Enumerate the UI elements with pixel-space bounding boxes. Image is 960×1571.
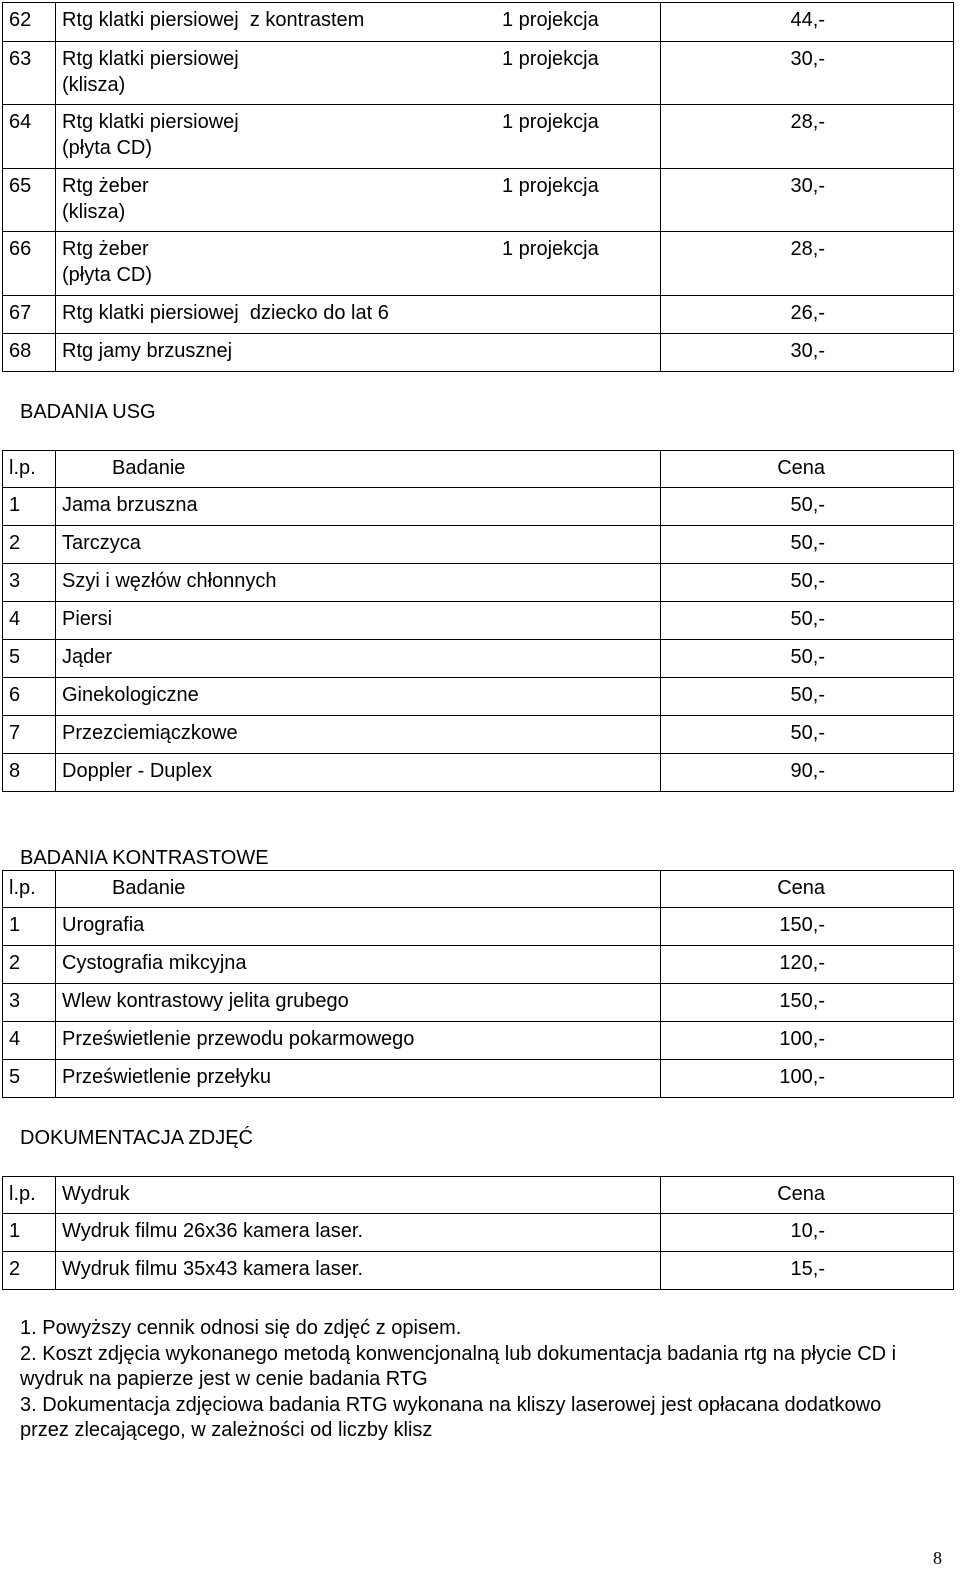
row-projection: 1 projekcja — [502, 111, 599, 133]
notes — [20, 1316, 920, 1444]
row-price: 50,- — [790, 722, 825, 744]
header-price: Cena — [777, 1183, 825, 1205]
header-lp: l.p. — [3, 1177, 56, 1213]
row-price: 100,- — [779, 1028, 825, 1050]
row-projection: 1 projekcja — [502, 48, 599, 70]
table-row — [2, 984, 954, 1022]
row-price: 50,- — [790, 608, 825, 630]
row-price: 28,- — [790, 111, 825, 133]
table-row — [2, 946, 954, 984]
table-row — [2, 716, 954, 754]
row-lp: 1 — [3, 908, 56, 945]
row-lp: 4 — [3, 602, 56, 639]
table-row — [2, 602, 954, 640]
row-price-cell — [661, 640, 953, 677]
table-row — [2, 1252, 954, 1290]
row-lp: 68 — [3, 334, 56, 371]
row-lp: 65 — [3, 169, 56, 231]
header-name: Badanie — [56, 871, 661, 907]
row-lp: 1 — [3, 1214, 56, 1251]
row-price: 50,- — [790, 646, 825, 668]
row-name — [56, 3, 661, 41]
row-price-cell — [661, 3, 953, 41]
row-lp: 2 — [3, 1252, 56, 1289]
table-row — [2, 334, 954, 372]
row-name: Wlew kontrastowy jelita grubego — [56, 984, 661, 1021]
table-row — [2, 678, 954, 716]
row-price-cell — [661, 334, 953, 371]
header-lp: l.p. — [3, 871, 56, 907]
table-row — [2, 1022, 954, 1060]
row-price-cell — [661, 678, 953, 715]
row-price-cell — [661, 716, 953, 753]
row-name: Wydruk filmu 35x43 kamera laser. — [56, 1252, 661, 1289]
usg-table — [2, 450, 954, 792]
header-price-cell — [661, 1177, 953, 1213]
header-price-cell — [661, 451, 953, 487]
kontrast-heading: BADANIA KONTRASTOWE — [20, 847, 269, 869]
row-name: Prześwietlenie przełyku — [56, 1060, 661, 1097]
row-name: Cystografia mikcyjna — [56, 946, 661, 983]
row-price-cell — [661, 754, 953, 791]
row-lp: 8 — [3, 754, 56, 791]
kontrast-table — [2, 870, 954, 1098]
row-price: 10,- — [790, 1220, 825, 1242]
row-projection: 1 projekcja — [502, 238, 599, 260]
row-lp: 67 — [3, 296, 56, 333]
row-price: 150,- — [779, 914, 825, 936]
note-1: 1. Powyższy cennik odnosi się do zdjęć z opisem. — [20, 1317, 462, 1339]
row-name-text: Rtg jamy brzusznej — [62, 340, 233, 362]
table-row — [2, 754, 954, 792]
row-price-cell — [661, 1252, 953, 1289]
table-header-row — [2, 1176, 954, 1214]
row-projection: 1 projekcja — [502, 175, 599, 197]
row-name: Ginekologiczne — [56, 678, 661, 715]
row-price-cell — [661, 526, 953, 563]
row-name — [56, 232, 661, 295]
header-name: Badanie — [56, 451, 661, 487]
row-price: 50,- — [790, 494, 825, 516]
row-price: 44,- — [790, 9, 825, 31]
table-row — [2, 640, 954, 678]
row-price-cell — [661, 42, 953, 104]
row-lp: 5 — [3, 640, 56, 677]
header-price: Cena — [777, 457, 825, 479]
row-price: 30,- — [790, 175, 825, 197]
table-row — [2, 42, 954, 105]
row-name — [56, 296, 661, 333]
table-row — [2, 232, 954, 296]
row-price: 50,- — [790, 684, 825, 706]
row-price-cell — [661, 1214, 953, 1251]
row-name: Doppler - Duplex — [56, 754, 661, 791]
row-price: 150,- — [779, 990, 825, 1012]
row-name: Tarczyca — [56, 526, 661, 563]
row-price: 50,- — [790, 570, 825, 592]
row-name-text: Rtg żeber (klisza) — [62, 175, 149, 223]
row-name — [56, 42, 661, 104]
row-price-cell — [661, 1060, 953, 1097]
row-lp: 7 — [3, 716, 56, 753]
row-name: Wydruk filmu 26x36 kamera laser. — [56, 1214, 661, 1251]
table-row — [2, 2, 954, 42]
dokumentacja-table — [2, 1176, 954, 1290]
row-name — [56, 334, 661, 371]
row-lp: 64 — [3, 105, 56, 168]
row-name: Piersi — [56, 602, 661, 639]
row-price: 30,- — [790, 48, 825, 70]
row-lp: 2 — [3, 946, 56, 983]
row-lp: 3 — [3, 984, 56, 1021]
row-name: Jąder — [56, 640, 661, 677]
table-row — [2, 296, 954, 334]
header-name: Wydruk — [56, 1177, 661, 1213]
row-lp: 2 — [3, 526, 56, 563]
row-lp: 66 — [3, 232, 56, 295]
header-price: Cena — [777, 877, 825, 899]
row-projection: 1 projekcja — [502, 9, 599, 31]
header-lp: l.p. — [3, 451, 56, 487]
table-row — [2, 105, 954, 169]
note-3: 3. Dokumentacja zdjęciowa badania RTG wykonana na kliszy laserowej jest opłacana dodatkowo przez zlecającego, w zależności od liczby klisz — [20, 1393, 882, 1441]
row-price-cell — [661, 1022, 953, 1059]
row-price-cell — [661, 908, 953, 945]
row-lp: 62 — [3, 3, 56, 41]
table-row — [2, 564, 954, 602]
row-name-text: Rtg klatki piersiowej z kontrastem — [62, 9, 365, 31]
row-price-cell — [661, 602, 953, 639]
row-price-cell — [661, 564, 953, 601]
row-price-cell — [661, 296, 953, 333]
header-price-cell — [661, 871, 953, 907]
table-row — [2, 1060, 954, 1098]
usg-heading: BADANIA USG — [20, 401, 156, 423]
table-header-row — [2, 450, 954, 488]
row-name — [56, 169, 661, 231]
dokumentacja-heading: DOKUMENTACJA ZDJĘĆ — [20, 1127, 253, 1149]
row-price: 28,- — [790, 238, 825, 260]
row-lp: 4 — [3, 1022, 56, 1059]
row-name: Urografia — [56, 908, 661, 945]
table-row — [2, 526, 954, 564]
row-lp: 63 — [3, 42, 56, 104]
row-lp: 6 — [3, 678, 56, 715]
note-2: 2. Koszt zdjęcia wykonanego metodą konwencjonalną lub dokumentacja badania rtg na płycie CD i wydruk na papierze jest w cenie badania RTG — [20, 1342, 897, 1390]
row-lp: 3 — [3, 564, 56, 601]
row-price: 50,- — [790, 532, 825, 554]
row-price: 26,- — [790, 302, 825, 324]
row-price-cell — [661, 232, 953, 295]
row-lp: 1 — [3, 488, 56, 525]
row-name-text: Rtg klatki piersiowej (klisza) — [62, 48, 239, 96]
row-name: Przezciemiączkowe — [56, 716, 661, 753]
row-price-cell — [661, 984, 953, 1021]
rtg-table — [2, 2, 954, 372]
row-price: 90,- — [790, 760, 825, 782]
table-row — [2, 1214, 954, 1252]
row-price: 100,- — [779, 1066, 825, 1088]
table-row — [2, 488, 954, 526]
row-name-text: Rtg klatki piersiowej (płyta CD) — [62, 111, 239, 159]
row-price: 30,- — [790, 340, 825, 362]
row-price: 120,- — [779, 952, 825, 974]
row-name-text: Rtg żeber (płyta CD) — [62, 238, 153, 286]
page-number: 8 — [933, 1548, 942, 1568]
row-price: 15,- — [790, 1258, 825, 1280]
row-name — [56, 105, 661, 168]
row-price-cell — [661, 488, 953, 525]
row-price-cell — [661, 169, 953, 231]
table-header-row — [2, 870, 954, 908]
row-name: Jama brzuszna — [56, 488, 661, 525]
row-name-text: Rtg klatki piersiowej dziecko do lat 6 — [62, 302, 389, 324]
table-row — [2, 169, 954, 232]
row-lp: 5 — [3, 1060, 56, 1097]
row-name: Szyi i węzłów chłonnych — [56, 564, 661, 601]
row-name: Prześwietlenie przewodu pokarmowego — [56, 1022, 661, 1059]
row-price-cell — [661, 105, 953, 168]
table-row — [2, 908, 954, 946]
row-price-cell — [661, 946, 953, 983]
